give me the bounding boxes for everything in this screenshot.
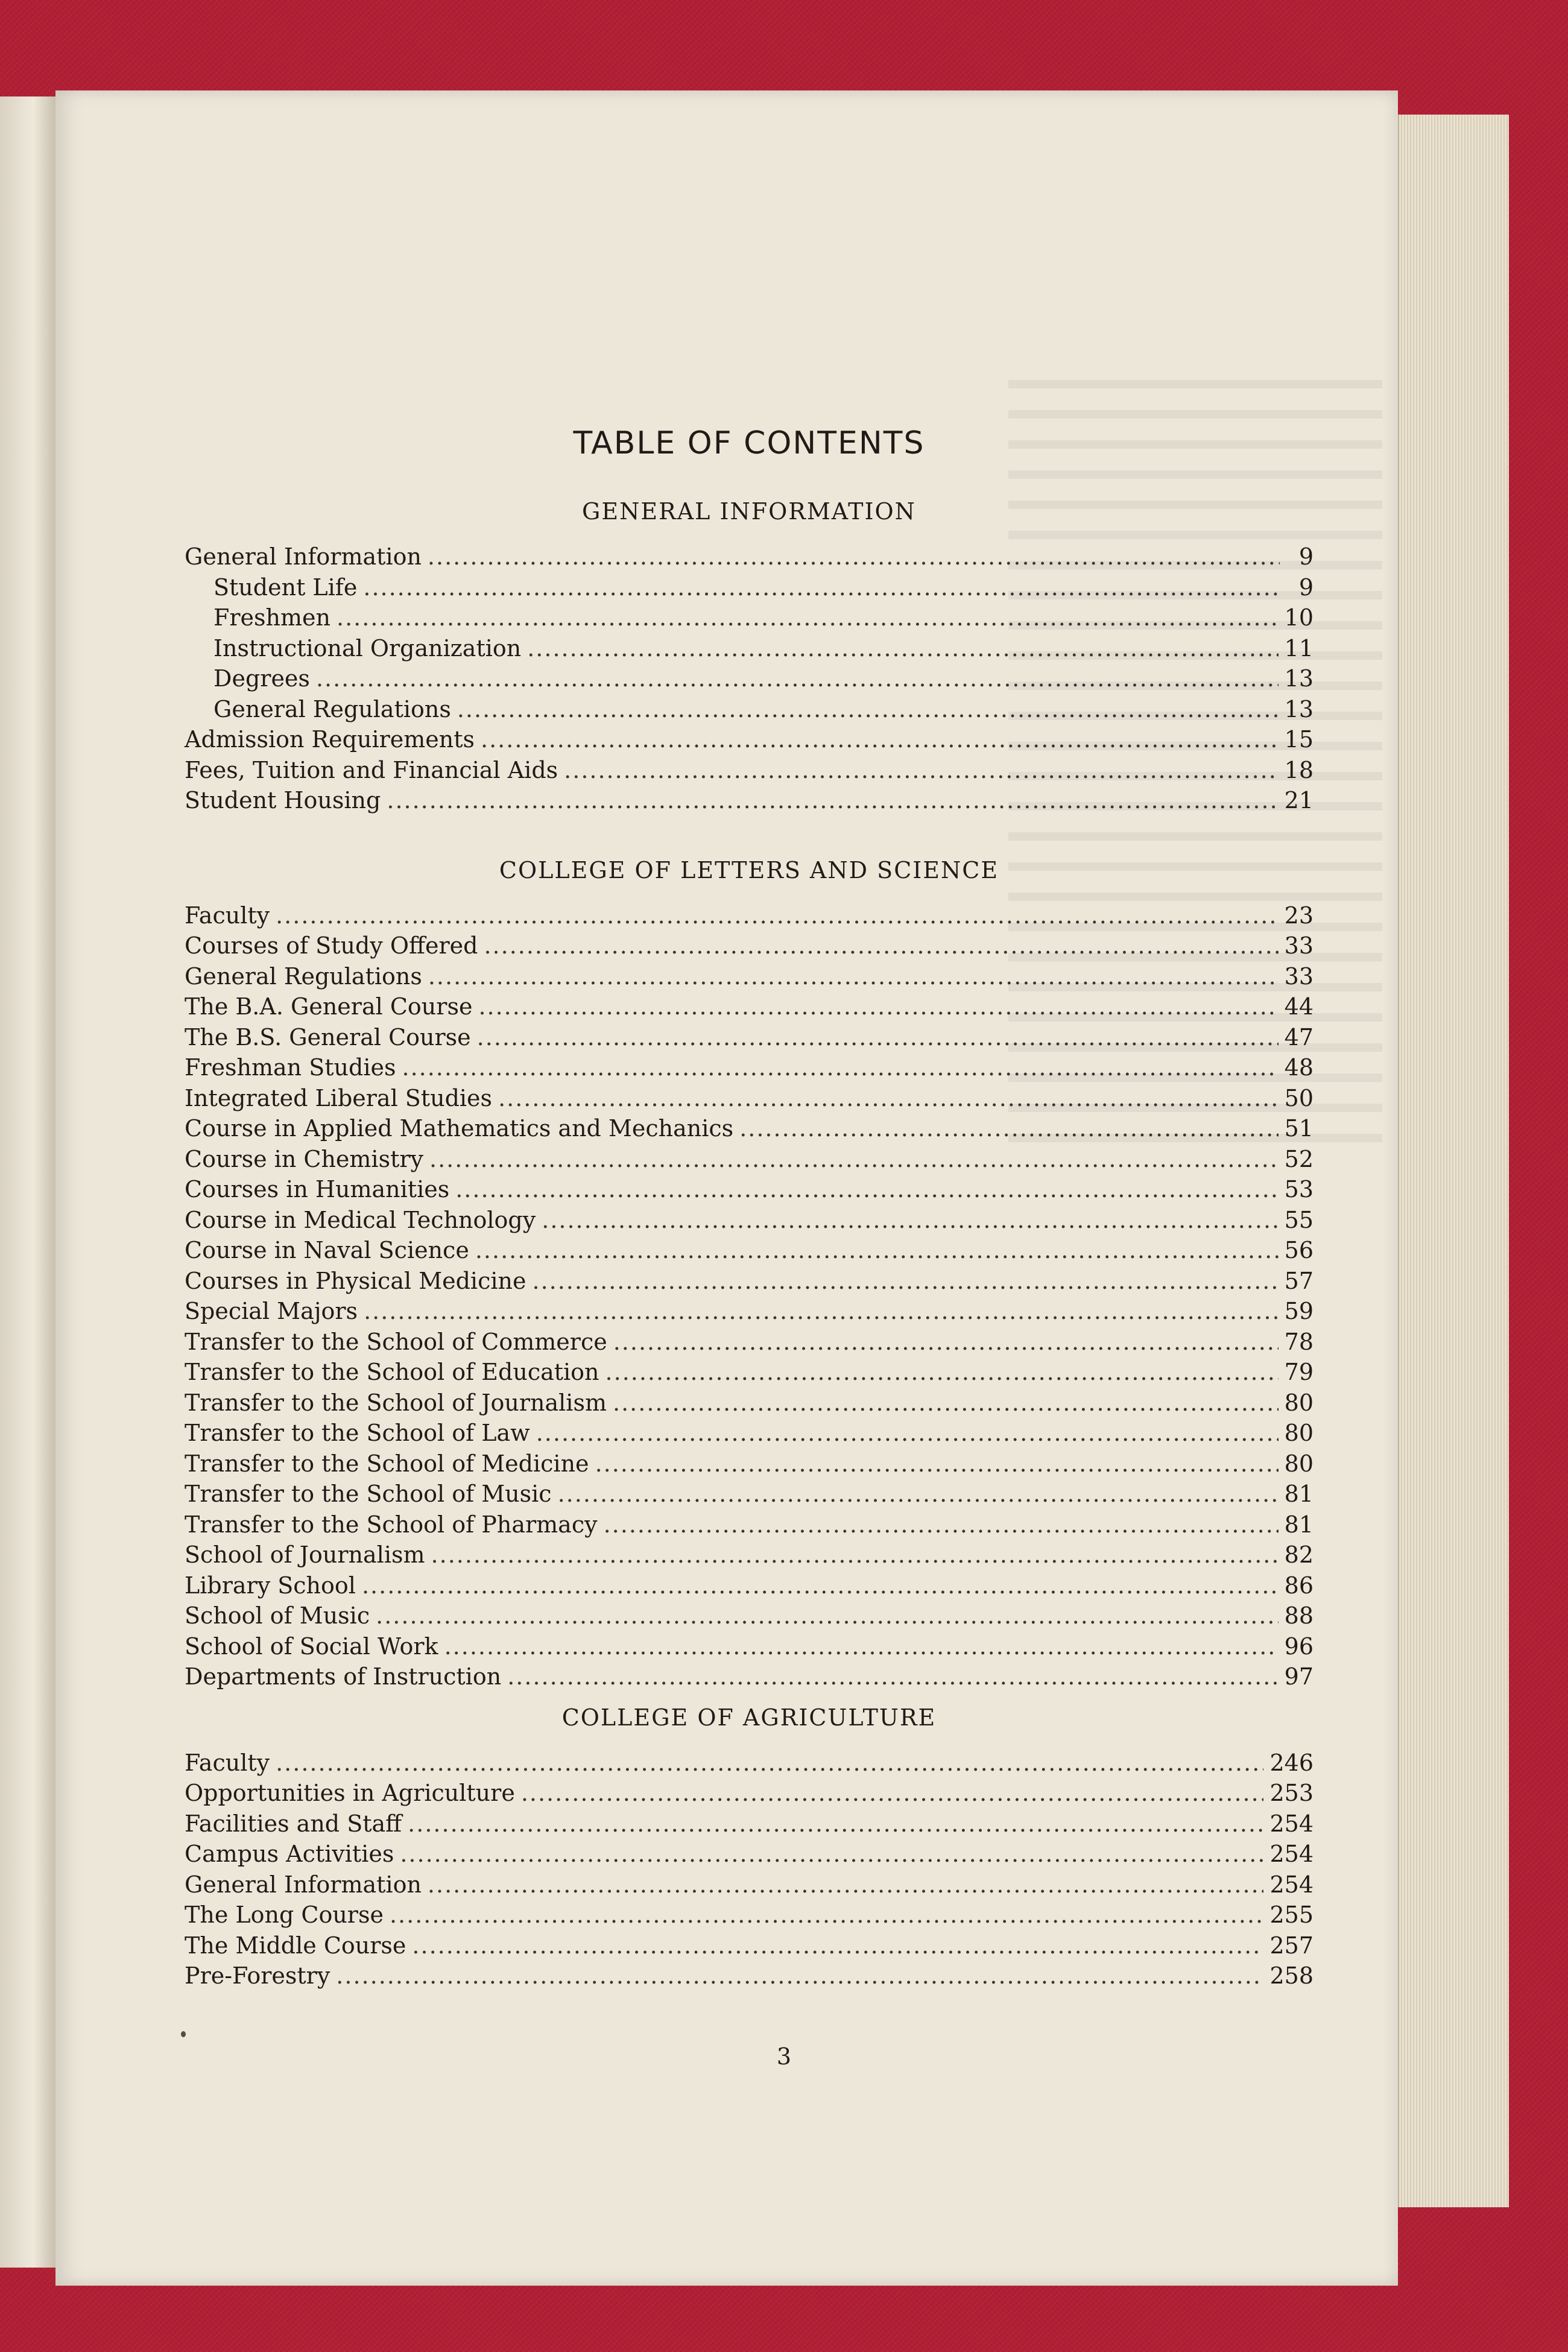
toc-entry[interactable]: [185, 1900, 1314, 1930]
dot-leader: [455, 1174, 1278, 1205]
dot-leader: [481, 724, 1279, 755]
dot-leader: [532, 1266, 1278, 1297]
toc-entry-page: 44: [1284, 993, 1314, 1020]
toc-entry[interactable]: [185, 931, 1314, 961]
dot-leader: [536, 1418, 1279, 1449]
toc-entry-label: General Information: [185, 543, 422, 570]
toc-entry-page: 80: [1284, 1450, 1314, 1477]
toc-entry-page: 48: [1284, 1054, 1314, 1081]
dot-leader: [431, 1540, 1279, 1570]
dot-leader: [363, 572, 1280, 603]
dot-leader: [477, 1022, 1279, 1053]
toc-entry-page: 253: [1269, 1780, 1314, 1806]
toc-entry-label: Course in Naval Science: [185, 1237, 469, 1263]
toc-entry-page: 78: [1284, 1328, 1314, 1355]
toc-entry[interactable]: [185, 1809, 1314, 1839]
left-page-edge: [0, 96, 57, 2268]
toc-entry[interactable]: [185, 991, 1314, 1022]
toc-entry-label: Pre-Forestry: [185, 1962, 330, 1989]
section-spacer: [185, 816, 1314, 855]
toc-entry-page: 88: [1284, 1602, 1314, 1629]
toc-entry[interactable]: [185, 694, 1314, 725]
dot-leader: [336, 1961, 1263, 1991]
toc-entry[interactable]: [185, 1449, 1314, 1479]
toc-entry-page: 15: [1284, 726, 1314, 753]
toc-entry[interactable]: [185, 755, 1314, 786]
toc-entry[interactable]: [185, 1870, 1314, 1900]
toc-entry-page: 96: [1284, 1633, 1314, 1660]
page-number: 3: [776, 2043, 792, 2070]
dot-leader: [362, 1570, 1279, 1601]
section-heading-agriculture: COLLEGE OF AGRICULTURE: [561, 1704, 937, 1731]
toc-entry-page: 79: [1284, 1359, 1314, 1385]
toc-entry[interactable]: [185, 633, 1314, 664]
toc-entry-label: Special Majors: [185, 1298, 358, 1324]
dot-leader: [457, 694, 1279, 725]
toc-entry-page: 57: [1284, 1267, 1314, 1294]
toc-entry-label: Freshman Studies: [185, 1054, 396, 1081]
toc-entry[interactable]: [185, 1144, 1314, 1175]
toc-entry-label: Transfer to the School of Pharmacy: [185, 1511, 598, 1538]
dot-leader: [316, 663, 1279, 694]
toc-entry-label: Transfer to the School of Journalism: [185, 1389, 607, 1416]
dot-leader: [428, 542, 1280, 572]
toc-entry-label: Transfer to the School of Music: [185, 1481, 552, 1507]
toc-entry[interactable]: [185, 1174, 1314, 1205]
toc-entry-label: The Middle Course: [185, 1932, 406, 1959]
toc-entry[interactable]: [185, 785, 1314, 816]
toc-entry-label: Transfer to the School of Medicine: [185, 1450, 589, 1477]
toc-entry-page: 47: [1284, 1023, 1314, 1051]
toc-entry[interactable]: [185, 1083, 1314, 1114]
dot-leader: [390, 1900, 1264, 1930]
page-stack-edge: [1398, 115, 1509, 2207]
toc-entry-page: 33: [1284, 963, 1314, 990]
toc-entry[interactable]: [185, 1510, 1314, 1540]
toc-entry[interactable]: [185, 602, 1314, 633]
toc-entry[interactable]: [185, 1327, 1314, 1358]
toc-entry[interactable]: [185, 1930, 1314, 1961]
dot-leader: [542, 1205, 1278, 1236]
toc-entry-label: General Information: [185, 1871, 422, 1898]
toc-entry-label: School of Music: [185, 1602, 370, 1629]
dot-leader: [484, 931, 1278, 961]
toc-entry-label: Student Life: [213, 574, 358, 601]
toc-entry-label: Courses in Humanities: [185, 1176, 450, 1203]
dot-leader: [605, 1357, 1279, 1388]
toc-entry[interactable]: [185, 1839, 1314, 1870]
toc-entry-label: Transfer to the School of Commerce: [185, 1328, 607, 1355]
toc-entry[interactable]: [185, 1296, 1314, 1327]
toc-entry-page: 82: [1284, 1541, 1314, 1568]
dot-leader: [475, 1235, 1279, 1266]
toc-entry-page: 254: [1269, 1841, 1314, 1867]
toc-entry-page: 81: [1284, 1481, 1314, 1507]
toc-entry-page: 33: [1284, 932, 1314, 959]
toc-entry-page: 23: [1284, 902, 1314, 929]
toc-entry-label: The B.A. General Course: [185, 993, 473, 1020]
toc-entry-label: Fees, Tuition and Financial Aids: [185, 756, 558, 783]
page-title: TABLE OF CONTENTS: [573, 425, 925, 461]
dot-leader: [613, 1327, 1279, 1358]
toc-entry-page: 21: [1284, 787, 1314, 814]
toc-entry[interactable]: [185, 1357, 1314, 1388]
dot-leader: [521, 1778, 1264, 1809]
dot-leader: [364, 1296, 1279, 1327]
dot-leader: [527, 633, 1278, 664]
toc-entry-page: 13: [1284, 665, 1314, 692]
section-heading-letters-and-science: COLLEGE OF LETTERS AND SCIENCE: [499, 856, 999, 884]
dot-leader: [564, 755, 1278, 786]
toc-entry[interactable]: [185, 1266, 1314, 1297]
toc-entry-page: 81: [1284, 1511, 1314, 1538]
toc-entry[interactable]: [185, 1778, 1314, 1809]
toc-entry-page: 257: [1269, 1932, 1314, 1959]
toc-entry-label: Faculty: [185, 902, 270, 929]
dot-leader: [412, 1930, 1263, 1961]
dot-leader: [444, 1631, 1279, 1662]
toc-entry-page: 97: [1284, 1663, 1314, 1690]
dot-leader: [613, 1388, 1279, 1418]
toc-entry[interactable]: [185, 1601, 1314, 1631]
toc-entry-page: 254: [1269, 1871, 1314, 1898]
dot-leader: [428, 961, 1279, 992]
dot-leader: [376, 1601, 1279, 1631]
toc-entry-label: Library School: [185, 1572, 356, 1599]
toc-entry-label: General Regulations: [185, 963, 422, 990]
toc-entry-page: 246: [1269, 1749, 1314, 1776]
toc-entry-label: Opportunities in Agriculture: [185, 1780, 515, 1806]
toc-entry-page: 55: [1284, 1206, 1314, 1233]
dot-leader: [595, 1449, 1279, 1479]
toc-entry[interactable]: [185, 572, 1314, 603]
toc-entry[interactable]: [185, 1388, 1314, 1418]
toc-entry[interactable]: [185, 1022, 1314, 1053]
toc-entry-label: Instructional Organization: [213, 634, 522, 662]
toc-entry-label: Course in Chemistry: [185, 1145, 423, 1172]
toc-entry-page: 254: [1269, 1810, 1314, 1837]
toc-entry-page: 9: [1298, 574, 1314, 601]
toc-entry[interactable]: [185, 961, 1314, 992]
toc-entry-page: 51: [1284, 1115, 1314, 1142]
dot-leader: [478, 991, 1278, 1022]
toc-entry-label: Course in Medical Technology: [185, 1206, 536, 1233]
dot-leader: [507, 1661, 1278, 1692]
toc-entry[interactable]: [185, 1113, 1314, 1144]
toc-entry[interactable]: [185, 542, 1314, 572]
toc-entry-page: 11: [1284, 634, 1314, 662]
toc-entry-label: Facilities and Staff: [185, 1810, 402, 1837]
toc-entry-label: Faculty: [185, 1749, 270, 1776]
toc-entry-page: 80: [1284, 1389, 1314, 1416]
toc-entry[interactable]: [185, 1540, 1314, 1570]
toc-entry[interactable]: [185, 724, 1314, 755]
toc-entry-label: Student Housing: [185, 787, 381, 814]
toc-entry[interactable]: [185, 1631, 1314, 1662]
toc-entry[interactable]: [185, 1570, 1314, 1601]
toc-entry-page: 53: [1284, 1176, 1314, 1203]
section-heading-general-information: GENERAL INFORMATION: [582, 498, 916, 525]
toc-entry-page: 52: [1284, 1145, 1314, 1172]
toc-entry-label: Course in Applied Mathematics and Mechanics: [185, 1115, 734, 1142]
toc-entry-label: Campus Activities: [185, 1841, 394, 1867]
toc-entry-page: 86: [1284, 1572, 1314, 1599]
toc-entry-page: 18: [1284, 756, 1314, 783]
toc-entry-page: 10: [1284, 604, 1314, 631]
toc-entry-page: 255: [1269, 1902, 1314, 1928]
toc-entry-label: Transfer to the School of Law: [185, 1420, 530, 1446]
dot-leader: [604, 1510, 1279, 1540]
dot-leader: [408, 1809, 1263, 1839]
toc-entry-label: School of Journalism: [185, 1541, 425, 1568]
toc-entry-label: Integrated Liberal Studies: [185, 1084, 493, 1111]
toc-entry-label: Transfer to the School of Education: [185, 1359, 599, 1385]
toc-entry-label: The B.S. General Course: [185, 1023, 471, 1051]
toc-entry-page: 50: [1284, 1084, 1314, 1111]
toc-entry-label: General Regulations: [213, 695, 451, 722]
section-spacer: [185, 1692, 1314, 1702]
toc-entry[interactable]: [185, 1235, 1314, 1266]
toc-entry-label: Freshmen: [213, 604, 330, 631]
toc-entry[interactable]: [185, 900, 1314, 931]
dot-leader: [739, 1113, 1278, 1144]
toc-entry-page: 258: [1269, 1962, 1314, 1989]
toc-entry[interactable]: [185, 1205, 1314, 1236]
dot-leader: [558, 1479, 1279, 1510]
ink-speck: [181, 2031, 186, 2037]
dot-leader: [387, 785, 1278, 816]
toc-entry[interactable]: [185, 1748, 1314, 1778]
toc-entry-page: 80: [1284, 1420, 1314, 1446]
toc-entry-label: Courses in Physical Medicine: [185, 1267, 526, 1294]
dot-leader: [498, 1083, 1279, 1114]
toc-entry-page: 9: [1298, 543, 1314, 570]
toc-entry[interactable]: [185, 1479, 1314, 1510]
toc-entry-page: 56: [1284, 1237, 1314, 1263]
toc-entry-page: 59: [1284, 1298, 1314, 1324]
toc-entry-label: Admission Requirements: [185, 726, 475, 753]
toc-entry-label: Degrees: [213, 665, 310, 692]
toc-entry-label: School of Social Work: [185, 1633, 438, 1660]
dot-leader: [402, 1052, 1278, 1083]
toc-entry[interactable]: [185, 1661, 1314, 1692]
table-of-contents: [185, 416, 1314, 1991]
toc-entry[interactable]: [185, 1418, 1314, 1449]
dot-leader: [400, 1839, 1263, 1870]
toc-entry-label: Courses of Study Offered: [185, 932, 478, 959]
dot-leader: [429, 1144, 1279, 1175]
toc-entry-page: 13: [1284, 695, 1314, 722]
toc-entry[interactable]: [185, 1961, 1314, 1991]
dot-leader: [276, 900, 1279, 931]
toc-entry-label: Departments of Instruction: [185, 1663, 502, 1690]
dot-leader: [337, 602, 1279, 633]
toc-entry[interactable]: [185, 1052, 1314, 1083]
toc-entry-label: The Long Course: [185, 1902, 384, 1928]
dot-leader: [428, 1870, 1264, 1900]
toc-entry[interactable]: [185, 663, 1314, 694]
dot-leader: [276, 1748, 1263, 1778]
